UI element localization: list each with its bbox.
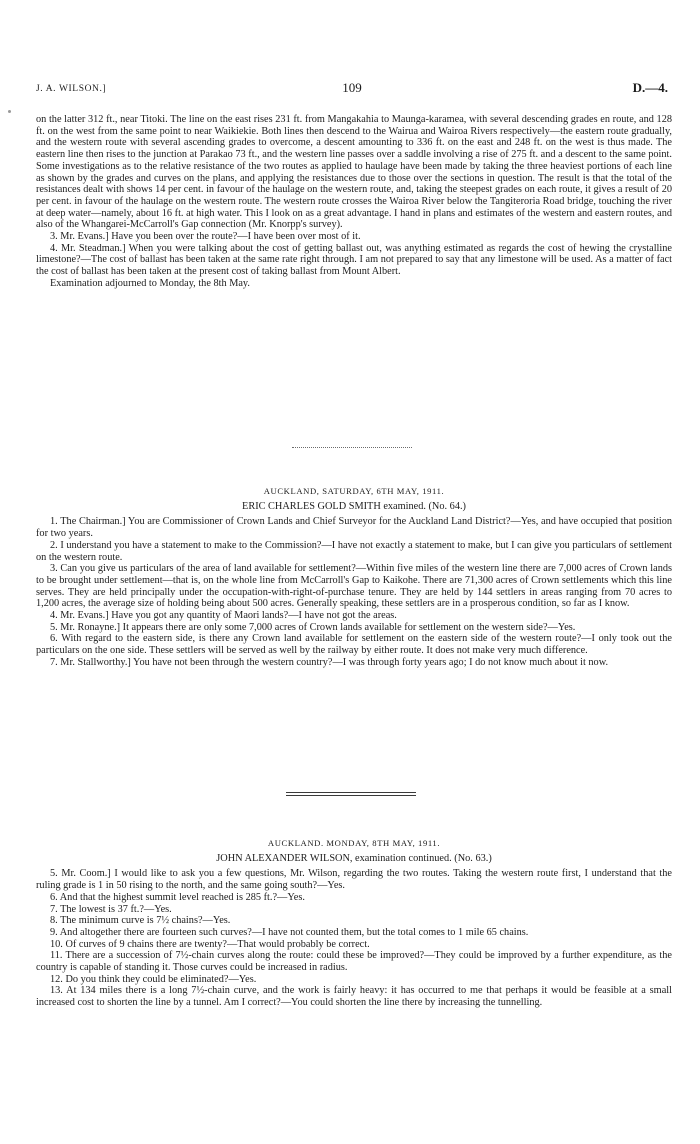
dotted-separator	[292, 447, 412, 448]
question-3: 3. Can you give us particulars of the area of land available for settlement?—Within five miles of the western line there are 7,000 acres of Crown lands to be brought under settlement—that is, on the whole line from McCarroll's Gap to Kaikohe. There are 71,300 acres of Crown settlements which this line serves. They are held principally under the occupation-with-right-of-purchase tenure. They are held by 144 settlers in areas ranging from 70 acres to 1,200 acres, the average size of holding being about 500 acres. Generally speaking, these settlers are in a prosperous condition, so far as I know.	[36, 563, 672, 610]
sitting-date: AUCKLAND, SATURDAY, 6TH MAY, 1911.	[263, 486, 445, 496]
section-smith-evidence	[36, 486, 672, 669]
page-number: 109	[342, 80, 362, 95]
evidence-paragraph: on the latter 312 ft., near Titoki. The line on the east rises 231 ft. from Mangakahia to Maunga-karamea, with several descending grades en route, and 128 ft. on the west from the same point to near Waikiekie. Both lines then descend to the Wairua and Wairoa Rivers respectively—the eastern route gradually, and the western route with several ascending grades to overcome, a descent amounting to 336 ft. on the east and 248 ft. on the west is thus made. The eastern line then rises to the junction at Parakao 73 ft., and the western line passes over a saddle involving a rise of 275 ft. and a descent to the same point. Some investigations as to the relative resistance of the two routes as applied to haulage have been made by taking the three heaviest portions of each line as shown by the grades and curves on the plans, and applying the resistances due to those over the sections in question. The result is that the total of the resistances dealt with shows 14 per cent. in favour of the haulage on the western route, and, taking the steepest grades on each route, it gives a result of 20 per cent. in favour of the haulage on the western route. The western route crosses the Wairoa River below the Tangiteroria Road bridge, touching the river at deep water—namely, about 16 ft. at high water. This I look on as a great advantage. I hand in plans and estimates of the western and eastern routes, and also of the Whangarei-McCarroll's Gap connection (Mr. Knorpp's survey).	[36, 114, 672, 231]
margin-speck	[8, 110, 11, 113]
section-continued-evidence	[36, 114, 672, 290]
witness-heading: JOHN ALEXANDER WILSON, examination continued. (No. 63.)	[216, 852, 492, 864]
question-3: 3. Mr. Evans.] Have you been over the route?—I have been over most of it.	[50, 231, 361, 243]
question-6: 6. And that the highest summit level reached is 285 ft.?—Yes.	[50, 891, 305, 903]
section-rule-top	[286, 792, 416, 793]
question-13: 13. At 134 miles there is a long 7½-chain curve, and the work is fairly heavy: it has occurred to me that perhaps it would be feasible at a small increased cost to shorten the line by a tunnel. Am I correct?—You could shorten the line there by increasing the tunnelling.	[36, 985, 672, 1009]
question-4: 4. Mr. Steadman.] When you were talking about the cost of getting ballast out, was anything estimated as regards the cost of hewing the crystalline limestone?—The cost of ballast has been taken at the same rate right through. I am not prepared to say that any limestone will be used. As a matter of fact the cost of ballast has been taken at the present cost of taking ballast from Mount Albert.	[36, 242, 672, 278]
witness-heading: ERIC CHARLES GOLD SMITH examined. (No. 64.)	[242, 500, 466, 512]
question-5: 5. Mr. Coom.] I would like to ask you a few questions, Mr. Wilson, regarding the two routes. Taking the western route first, I understand that the ruling grade is 1 in 50 rising to the north, and the same going south?—Yes.	[36, 868, 672, 892]
document-reference: D.—4.	[632, 80, 668, 95]
sitting-date: AUCKLAND. MONDAY, 8TH MAY, 1911.	[267, 838, 441, 848]
question-2: 2. I understand you have a statement to make to the Commission?—I have not exactly a statement to make, but I can give you particulars of settlement on the western route.	[36, 539, 672, 563]
section-rule-bottom	[286, 795, 416, 796]
question-4: 4. Mr. Evans.] Have you got any quantity of Maori lands?—I have not got the areas.	[50, 610, 397, 622]
question-11: 11. There are a succession of 7½-chain curves along the route: could these be improved?—They could be improved by a further expenditure, as the country is capable of standing it. Those curves could be increased in radius.	[36, 950, 672, 974]
question-12: 12. Do you think they could be eliminated?—Yes.	[50, 973, 257, 985]
running-header	[36, 82, 668, 98]
question-7: 7. The lowest is 37 ft.?—Yes.	[50, 903, 172, 915]
question-10: 10. Of curves of 9 chains there are twenty?—That would probably be correct.	[50, 938, 370, 950]
question-8: 8. The minimum curve is 7½ chains?—Yes.	[50, 915, 231, 927]
question-6: 6. With regard to the eastern side, is there any Crown land available for settlement on the eastern side of the western route?—I only took out the particulars on the one side. These settlers will be served as well by the railway by either route. It does not make very much difference.	[36, 633, 672, 657]
question-1: 1. The Chairman.] You are Commissioner of Crown Lands and Chief Surveyor for the Auckland Land District?—Yes, and have occupied that position for two years.	[36, 516, 672, 540]
question-7: 7. Mr. Stallworthy.] You have not been through the western country?—I was through forty years ago; I do not know much about it now.	[50, 656, 609, 668]
question-5: 5. Mr. Ronayne.] It appears there are only some 7,000 acres of Crown lands available for settlement on the western side?—Yes.	[50, 621, 576, 633]
adjournment-note: Examination adjourned to Monday, the 8th May.	[50, 277, 250, 289]
question-9: 9. And altogether there are fourteen such curves?—I have not counted them, but the total comes to 1 mile 65 chains.	[50, 926, 529, 938]
witness-header: J. A. WILSON.]	[36, 84, 107, 94]
section-wilson-evidence	[36, 838, 672, 1009]
